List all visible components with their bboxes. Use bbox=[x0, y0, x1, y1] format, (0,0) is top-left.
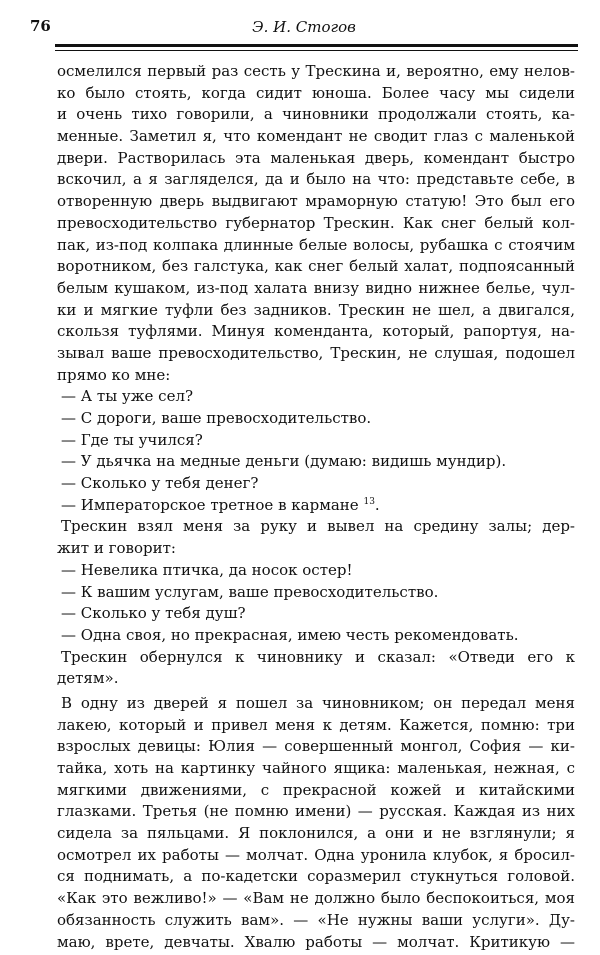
text-line bbox=[57, 538, 575, 560]
text-line bbox=[57, 823, 575, 845]
text-line bbox=[57, 235, 575, 257]
text-line bbox=[57, 603, 575, 625]
text-line bbox=[57, 126, 575, 148]
text-line bbox=[57, 560, 575, 582]
text-line bbox=[57, 300, 575, 322]
text-line-content: белым кушаком, из-под халата внизу видно нижнее белье, чул- bbox=[57, 278, 575, 297]
text-line-content: осмелился первый раз сесть у Трескина и, вероятно, ему нелов- bbox=[57, 62, 575, 80]
footnote-marker: 13 bbox=[363, 496, 375, 507]
text-line bbox=[57, 104, 575, 126]
text-line bbox=[57, 736, 575, 758]
text-line bbox=[57, 386, 575, 408]
text-line bbox=[57, 866, 575, 888]
text-line bbox=[57, 408, 575, 430]
text-line-content: тайка, хоть на картинку чайного ящика: маленькая, нежная, с bbox=[57, 759, 575, 777]
text-line-content: отворенную дверь выдвигают мраморную статую! Это был его bbox=[57, 192, 575, 211]
text-line bbox=[57, 625, 575, 647]
text-line bbox=[57, 668, 575, 690]
text-line-content: детям». bbox=[57, 669, 119, 688]
text-line-content: двери. Растворилась эта маленькая дверь, комендант быстро bbox=[57, 148, 575, 167]
text-line-content: «Как это вежливо!» — «Вам не должно было беспокоиться, моя bbox=[57, 889, 575, 908]
text-line-content: ки и мягкие туфли без задников. Трескин не шел, а двигался, bbox=[57, 300, 575, 319]
text-line bbox=[57, 910, 575, 932]
text-line bbox=[57, 451, 575, 473]
text-line-content: обязанность служить вам». — «Не нужны ваши услуги». Ду- bbox=[57, 910, 575, 929]
text-line bbox=[57, 365, 575, 387]
text-line-content: Трескин обернулся к чиновнику и сказал: «Отведи его к bbox=[61, 647, 575, 666]
text-line bbox=[57, 888, 575, 910]
running-head: Э. И. Стогов bbox=[252, 18, 356, 36]
text-line bbox=[57, 495, 575, 517]
header-rule-thick bbox=[55, 44, 578, 47]
text-line-content: — Сколько у тебя душ? bbox=[61, 604, 246, 623]
text-line bbox=[57, 647, 575, 669]
text-line-content: — Сколько у тебя денег? bbox=[61, 474, 259, 493]
text-line-content: лакею, который и привел меня к детям. Кажется, помню: три bbox=[57, 715, 575, 734]
text-line bbox=[57, 758, 575, 780]
text-line bbox=[57, 801, 575, 823]
text-line-content: В одну из дверей я пошел за чиновником; он передал меня bbox=[61, 693, 575, 712]
text-line bbox=[57, 278, 575, 300]
body-text bbox=[57, 61, 575, 953]
text-line-content: взрослых девицы: Юлия — совершенный монгол, София — ки- bbox=[57, 737, 575, 756]
page-number: 76 bbox=[30, 17, 51, 35]
text-line bbox=[57, 83, 575, 105]
text-line bbox=[57, 169, 575, 191]
text-line-content: пак, из-под колпака длинные белые волосы, рубашка с стоячим bbox=[57, 235, 575, 254]
text-line-content: жит и говорит: bbox=[57, 539, 176, 558]
text-line-content: — Императорское третное в кармане bbox=[61, 495, 359, 514]
text-line-content: мягкими движениями, с прекрасной кожей и китайскими bbox=[57, 780, 575, 799]
text-line-content: воротником, без галстука, как снег белый халат, подпоясанный bbox=[57, 257, 575, 276]
text-line-content: сидела за пяльцами. Я поклонился, а они и не взглянули; я bbox=[57, 824, 575, 843]
text-line-content: — К вашим услугам, ваше превосходительство. bbox=[61, 582, 439, 601]
text-line bbox=[57, 213, 575, 235]
text-line-content: — А ты уже сел? bbox=[61, 387, 194, 406]
text-line-content: прямо ко мне: bbox=[57, 365, 171, 384]
text-line bbox=[57, 256, 575, 278]
page-header bbox=[30, 14, 578, 38]
text-line-content: ко было стоять, когда сидит юноша. Более часу мы сидели bbox=[57, 83, 575, 102]
text-line-suffix: . bbox=[374, 495, 380, 514]
text-line-content: и очень тихо говорили, а чиновники продолжали стоять, ка- bbox=[57, 105, 575, 124]
text-line bbox=[57, 715, 575, 737]
text-line bbox=[57, 932, 575, 954]
text-line-content: превосходительство губернатор Трескин. Как снег белый кол- bbox=[57, 213, 575, 232]
text-line-content: зывал ваше превосходительство, Трескин, не слушая, подошел bbox=[57, 343, 575, 362]
text-line-content: — У дьячка на медные деньги (думаю: видишь мундир). bbox=[61, 452, 507, 471]
text-line-content: скользя туфлями. Минуя коменданта, который, рапортуя, на- bbox=[57, 322, 575, 341]
header-rule-thin bbox=[55, 50, 578, 51]
text-line-content: Трескин взял меня за руку и вывел на средину залы; дер- bbox=[61, 517, 575, 536]
text-line-content: маю, врете, девчаты. Хвалю работы — молчат. Критикую — bbox=[57, 932, 575, 951]
text-line bbox=[57, 343, 575, 365]
text-line bbox=[57, 516, 575, 538]
text-line-content: ся поднимать, а по-кадетски соразмерил стукнуться головой. bbox=[57, 867, 575, 886]
text-line bbox=[57, 148, 575, 170]
text-line bbox=[57, 582, 575, 604]
text-line-content: — Где ты учился? bbox=[61, 430, 203, 449]
text-line-content: — С дороги, ваше превосходительство. bbox=[61, 409, 372, 427]
text-line bbox=[57, 321, 575, 343]
text-line-content: менные. Заметил я, что комендант не сводит глаз с маленькой bbox=[57, 127, 575, 146]
text-line-content: вскочил, а я загляделся, да и было на что: представьте себе, в bbox=[57, 170, 575, 189]
text-line-content: глазками. Третья (не помню имени) — русская. Каждая из них bbox=[57, 802, 575, 821]
text-line-content: — Одна своя, но прекрасная, имею честь рекомендовать. bbox=[61, 625, 519, 644]
text-line bbox=[57, 191, 575, 213]
text-line bbox=[57, 780, 575, 802]
text-line bbox=[57, 845, 575, 867]
text-line-content: осмотрел их работы — молчат. Одна уронила клубок, я бросил- bbox=[57, 845, 575, 864]
text-line bbox=[57, 473, 575, 495]
text-line bbox=[57, 430, 575, 452]
text-line-content: — Невелика птичка, да носок остер! bbox=[61, 560, 353, 579]
text-line bbox=[57, 693, 575, 715]
text-line bbox=[57, 61, 575, 83]
